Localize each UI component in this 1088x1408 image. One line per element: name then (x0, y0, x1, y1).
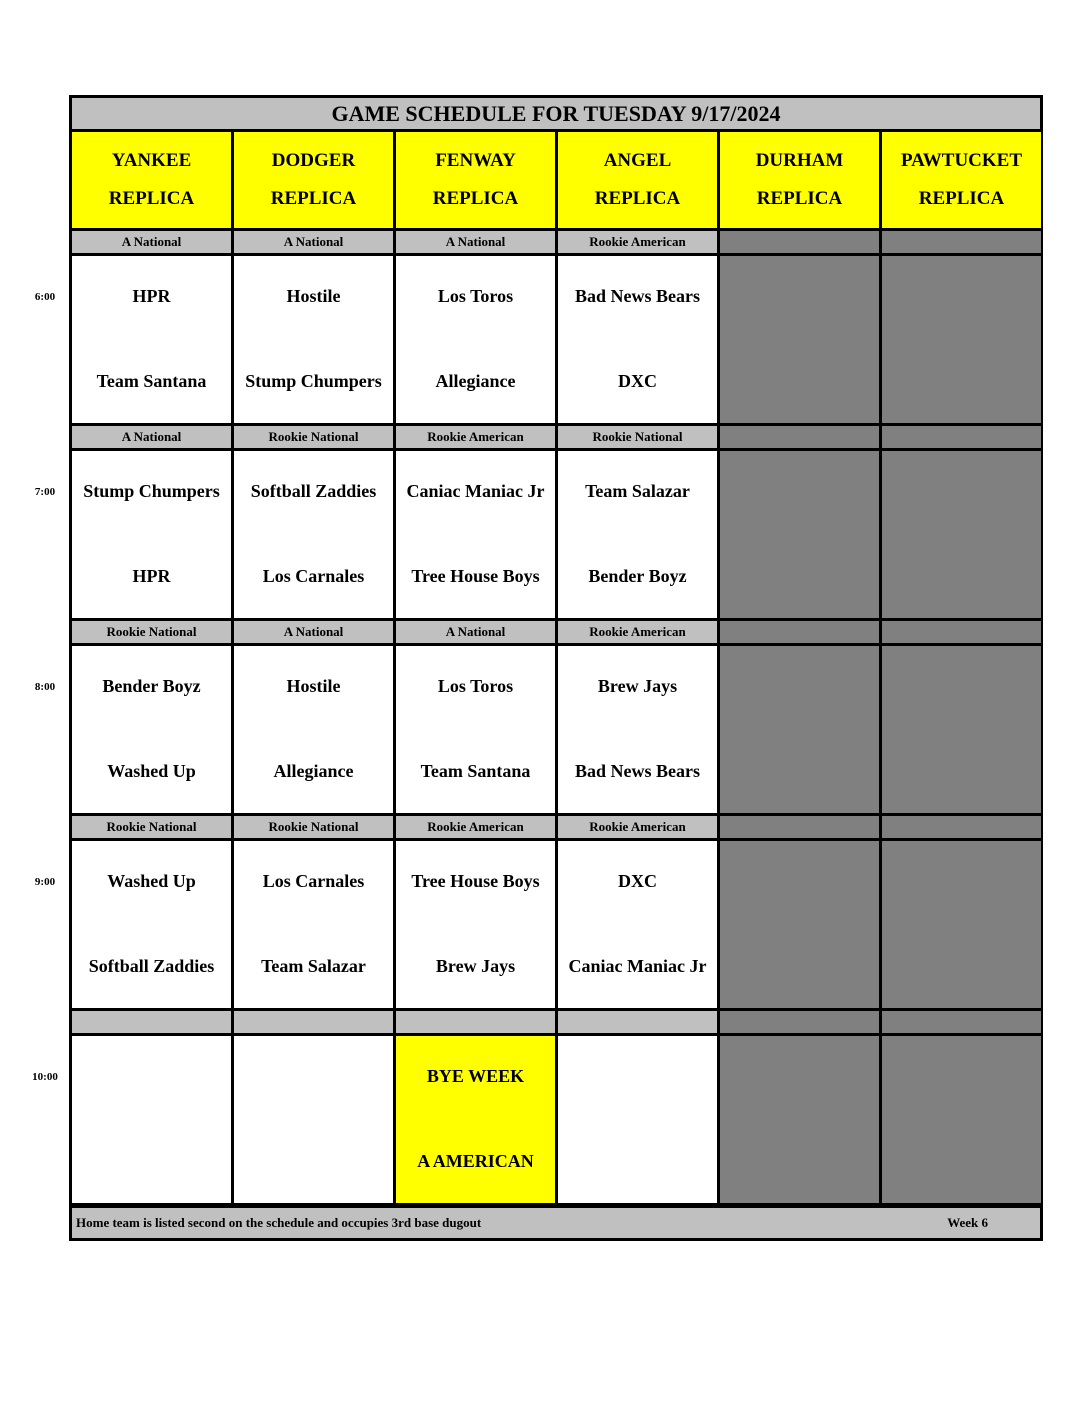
venue-sub: REPLICA (270, 188, 357, 209)
unused-field-cell (882, 841, 1041, 1008)
game-cell (558, 646, 717, 813)
unused-division-bar (882, 426, 1041, 448)
away-team: Los Carnales (262, 871, 365, 891)
division-label: A National (72, 231, 231, 253)
game-cell (396, 451, 555, 618)
game-cell (234, 256, 393, 423)
game-cell (558, 1036, 717, 1203)
home-team: Bad News Bears (575, 761, 700, 781)
venue-name: DODGER (271, 150, 356, 171)
home-team: Allegiance (273, 761, 354, 781)
game-cell (72, 841, 231, 1008)
unused-field-cell (720, 1036, 879, 1203)
home-team: Caniac Maniac Jr (568, 956, 707, 976)
game-cell (558, 841, 717, 1008)
home-team: Team Santana (420, 761, 531, 781)
division-label: Rookie National (558, 426, 717, 448)
unused-division-bar (720, 426, 879, 448)
unused-field-cell (882, 451, 1041, 618)
venue-sub: REPLICA (756, 188, 843, 209)
venue-header (882, 132, 1041, 228)
venue-sub: REPLICA (594, 188, 681, 209)
time-label: 6:00 (34, 291, 56, 303)
unused-division-bar (882, 231, 1041, 253)
bye-label: BYE WEEK (426, 1066, 525, 1086)
venue-header (396, 132, 555, 228)
unused-division-bar (882, 1011, 1041, 1033)
page-title: GAME SCHEDULE FOR TUESDAY 9/17/2024 (72, 98, 1040, 129)
division-label: A National (396, 231, 555, 253)
division-label: Rookie American (558, 816, 717, 838)
division-label (558, 1011, 717, 1033)
home-team: Allegiance (435, 371, 516, 391)
game-cell (72, 646, 231, 813)
time-label: 10:00 (32, 1071, 58, 1083)
unused-division-bar (882, 621, 1041, 643)
division-label: A National (234, 231, 393, 253)
home-team: Bender Boyz (588, 566, 687, 586)
unused-field-cell (882, 646, 1041, 813)
division-label (234, 1011, 393, 1033)
home-team: Stump Chumpers (245, 371, 382, 391)
division-label: Rookie American (396, 816, 555, 838)
game-cell (234, 1036, 393, 1203)
unused-division-bar (882, 816, 1041, 838)
home-team: Softball Zaddies (88, 956, 215, 976)
unused-division-bar (720, 816, 879, 838)
home-team: Team Santana (96, 371, 207, 391)
division-label (396, 1011, 555, 1033)
away-team: Hostile (286, 286, 341, 306)
home-team: HPR (132, 566, 171, 586)
venue-sub: REPLICA (918, 188, 1005, 209)
venue-name: PAWTUCKET (900, 150, 1023, 171)
division-label: Rookie National (234, 816, 393, 838)
game-cell (72, 1036, 231, 1203)
unused-division-bar (720, 621, 879, 643)
time-label: 8:00 (34, 681, 56, 693)
away-team: HPR (132, 286, 171, 306)
away-team: Bad News Bears (575, 286, 700, 306)
away-team: Hostile (286, 676, 341, 696)
footer-note: Home team is listed second on the schedule and occupies 3rd base dugout (76, 1215, 482, 1230)
away-team: Tree House Boys (411, 871, 540, 891)
home-team: Tree House Boys (411, 566, 540, 586)
division-label: Rookie American (558, 621, 717, 643)
game-cell (72, 451, 231, 618)
venue-header (558, 132, 717, 228)
bye-division: A AMERICAN (417, 1151, 534, 1171)
game-cell (558, 451, 717, 618)
venue-header (720, 132, 879, 228)
unused-field-cell (720, 256, 879, 423)
game-cell (234, 451, 393, 618)
game-cell (396, 646, 555, 813)
venue-name: ANGEL (603, 150, 672, 171)
away-team: Los Toros (437, 286, 514, 306)
unused-field-cell (720, 451, 879, 618)
week-label: Week 6 (947, 1215, 988, 1230)
game-cell (396, 841, 555, 1008)
unused-field-cell (882, 256, 1041, 423)
game-cell (72, 256, 231, 423)
bye-week-cell (396, 1036, 555, 1203)
unused-division-bar (720, 1011, 879, 1033)
division-label: Rookie American (396, 426, 555, 448)
schedule-table (69, 95, 1043, 1241)
home-team: Team Salazar (261, 956, 366, 976)
away-team: Washed Up (107, 871, 196, 891)
time-label: 7:00 (34, 486, 56, 498)
division-label: A National (396, 621, 555, 643)
venue-name: FENWAY (435, 150, 516, 171)
away-team: Bender Boyz (102, 676, 201, 696)
division-label: A National (234, 621, 393, 643)
home-team: Washed Up (107, 761, 196, 781)
away-team: Caniac Maniac Jr (406, 481, 545, 501)
game-cell (558, 256, 717, 423)
time-label: 9:00 (34, 876, 56, 888)
division-label: Rookie American (558, 231, 717, 253)
home-team: DXC (618, 371, 657, 391)
away-team: DXC (618, 871, 657, 891)
away-team: Softball Zaddies (250, 481, 377, 501)
venue-sub: REPLICA (432, 188, 519, 209)
home-team: Los Carnales (262, 566, 365, 586)
away-team: Los Toros (437, 676, 514, 696)
division-label: Rookie National (72, 816, 231, 838)
division-label: Rookie National (72, 621, 231, 643)
away-team: Team Salazar (585, 481, 690, 501)
away-team: Brew Jays (597, 676, 678, 696)
away-team: Stump Chumpers (83, 481, 220, 501)
footer-bar (72, 1208, 1040, 1238)
unused-division-bar (720, 231, 879, 253)
venue-name: DURHAM (755, 150, 844, 171)
game-cell (396, 256, 555, 423)
game-cell (234, 841, 393, 1008)
unused-field-cell (720, 646, 879, 813)
venue-header (72, 132, 231, 228)
unused-field-cell (720, 841, 879, 1008)
unused-field-cell (882, 1036, 1041, 1203)
game-cell (234, 646, 393, 813)
division-label: A National (72, 426, 231, 448)
division-label (72, 1011, 231, 1033)
division-label: Rookie National (234, 426, 393, 448)
venue-header (234, 132, 393, 228)
home-team: Brew Jays (435, 956, 516, 976)
venue-name: YANKEE (111, 150, 192, 171)
venue-sub: REPLICA (108, 188, 195, 209)
